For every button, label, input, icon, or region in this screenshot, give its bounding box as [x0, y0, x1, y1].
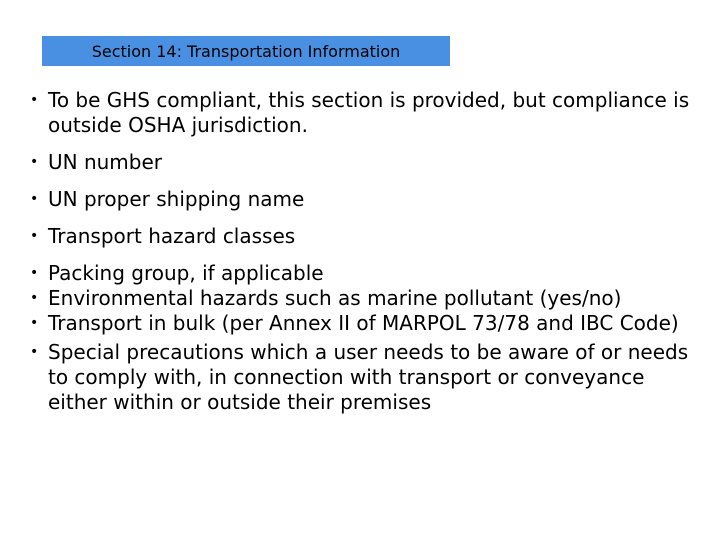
bullet-item	[30, 261, 700, 286]
bullet-dot-icon: •	[30, 191, 39, 207]
bullet-text: UN number	[48, 150, 163, 174]
bullet-text: Transport in bulk (per Annex II of MARPOL 73/78 and IBC Code)	[48, 311, 679, 335]
bullet-list	[30, 88, 700, 415]
bullet-item	[30, 311, 700, 336]
bullet-dot-icon: •	[30, 344, 39, 360]
bullet-dot-icon: •	[30, 290, 39, 306]
bullet-item	[30, 340, 700, 415]
bullet-text: Transport hazard classes	[48, 224, 296, 248]
bullet-dot-icon: •	[30, 154, 39, 170]
bullet-text: Environmental hazards such as marine pollutant (yes/no)	[48, 286, 622, 310]
bullet-dot-icon: •	[30, 92, 39, 108]
bullet-dot-icon: •	[30, 265, 39, 281]
bullet-item	[30, 286, 700, 311]
bullet-text: UN proper shipping name	[48, 187, 305, 211]
bullet-item	[30, 187, 700, 212]
section-title: Section 14: Transportation Information	[42, 36, 450, 66]
bullet-dot-icon: •	[30, 315, 39, 331]
bullet-item	[30, 224, 700, 249]
bullet-text: To be GHS compliant, this section is provided, but compliance is outside OSHA jurisdiction.	[48, 88, 690, 137]
bullet-text: Special precautions which a user needs to be aware of or needs to comply with, in connection with transport or conveyance either within or outside their premises	[48, 340, 689, 414]
bullet-item	[30, 88, 700, 138]
bullet-text: Packing group, if applicable	[48, 261, 324, 285]
bullet-item	[30, 150, 700, 175]
bullet-dot-icon: •	[30, 228, 39, 244]
